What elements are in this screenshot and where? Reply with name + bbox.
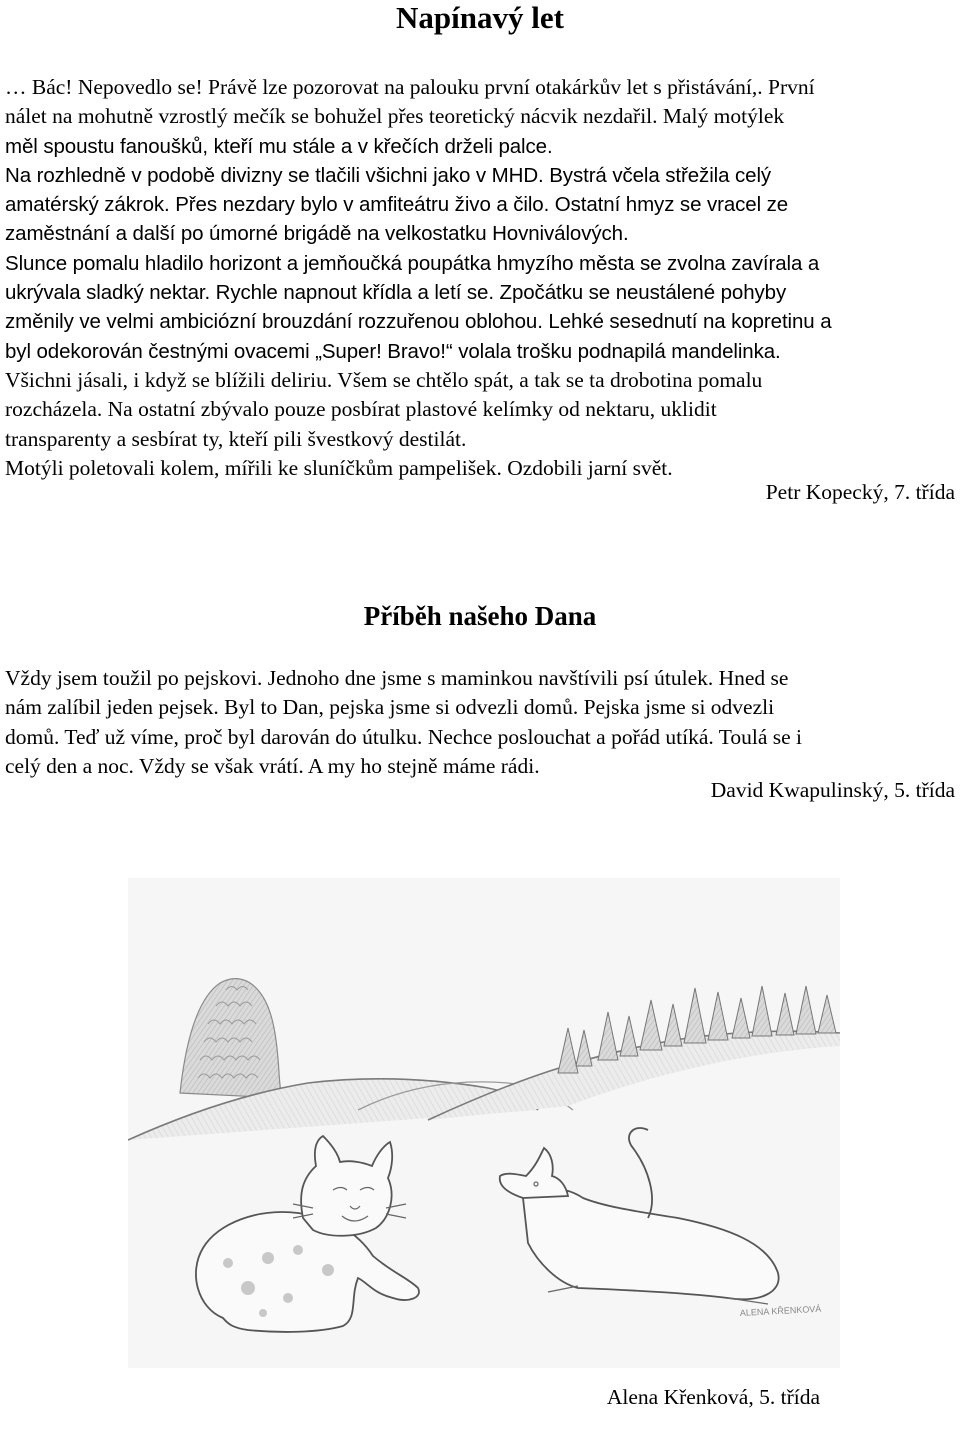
story1-line	[5, 307, 960, 336]
text-run: Na rozhledně v podobě divizny se tlačili všichni jako v MHD. Bystrá včela střežila celý	[5, 163, 772, 187]
text-run: celý den a noc. Vždy se však vrátí. A my ho stejně máme rádi.	[5, 753, 540, 778]
drawing-author: Alena Křenková, 5. třída	[606, 1385, 820, 1409]
story1-line	[5, 337, 960, 366]
text-run: ukrývala sladký nektar. Rychle napnout křídla a letí se. Zpočátku se neustálené pohyby	[5, 281, 787, 305]
story1-line	[5, 454, 960, 483]
story2-line	[5, 752, 960, 781]
story1-line	[5, 73, 960, 102]
story1-line	[5, 395, 960, 424]
story2-line	[5, 693, 960, 722]
text-run: Motýli poletovali kolem, mířili ke sluníčkům pampelišek. Ozdobili jarní svět.	[5, 455, 673, 480]
text-run: změnily ve velmi ambiciózní brouzdání rozzuřenou oblohou. Lehké sesednutí na kopretinu a	[5, 310, 832, 334]
story1-line	[5, 249, 960, 278]
text-run: Vždy jsem toužil po pejskovi. Jednoho dne jsme s maminkou navštívili psí útulek. Hned se	[5, 666, 789, 690]
story1-line	[5, 366, 960, 395]
story1-author: Petr Kopecký, 7. třída	[765, 480, 955, 504]
text-run: … Bác! Nepovedlo se! Právě lze pozorovat na palouku první otakárkův let s přistávání,. První	[5, 75, 815, 99]
story1-line	[5, 132, 960, 161]
story1-line	[5, 190, 960, 219]
text-run: nálet na mohutně vzrostlý mečík se bohužel přes teoretický nácvik nezdařil. Malý motýlek	[5, 104, 785, 129]
story1-line	[5, 219, 960, 248]
cat-and-dog-drawing	[128, 878, 840, 1368]
text-run: domů. Teď už víme, proč byl darován do útulku. Nechce poslouchat a pořád utíká. Toulá se i	[5, 724, 803, 749]
text-run: rozcházela. Na ostatní zbývalo pouze posbírat plastové kelímky od nektaru, uklidit	[5, 397, 717, 422]
story2-line	[5, 664, 960, 693]
story2-body	[5, 664, 960, 781]
story1-line	[5, 278, 960, 307]
text-run: zaměstnání a další po úmorné brigádě na velkostatku Hovniválových.	[5, 222, 629, 246]
story2-title: Příběh našeho Dana	[363, 601, 597, 631]
story1-title: Napínavý let	[396, 0, 564, 35]
story2-author: David Kwapulinský, 5. třída	[710, 778, 955, 802]
text-run: nám zalíbil jeden pejsek. Byl to Dan, pejska jsme si odvezli domů. Pejska jsme si odvezli	[5, 695, 775, 720]
drawing-signature: ALENA KŘENKOVÁ	[739, 1303, 822, 1318]
text-run: amatérský zákrok. Přes nezdary bylo v amfiteátru živo a čilo. Ostatní hmyz se vracel ze	[5, 193, 789, 217]
text-run: Všichni jásali, i když se blížili deliriu. Všem se chtělo spát, a tak se ta drobotina pomalu	[5, 367, 763, 392]
text-run: transparenty a sesbírat ty, kteří pili švestkový destilát.	[5, 426, 467, 451]
story1-body	[5, 73, 960, 483]
story1-line	[5, 425, 960, 454]
story1-line	[5, 102, 960, 131]
text-run: byl odekorován čestnými ovacemi „Super! Bravo!“ volala trošku podnapilá mandelinka.	[5, 339, 781, 363]
story1-line	[5, 161, 960, 190]
text-run: Slunce pomalu hladilo horizont a jemňoučká poupátka hmyzího města se zvolna zavírala a	[5, 251, 820, 275]
text-run: měl spoustu fanoušků, kteří mu stále a v křečích drželi palce.	[5, 134, 553, 158]
story2-line	[5, 723, 960, 752]
